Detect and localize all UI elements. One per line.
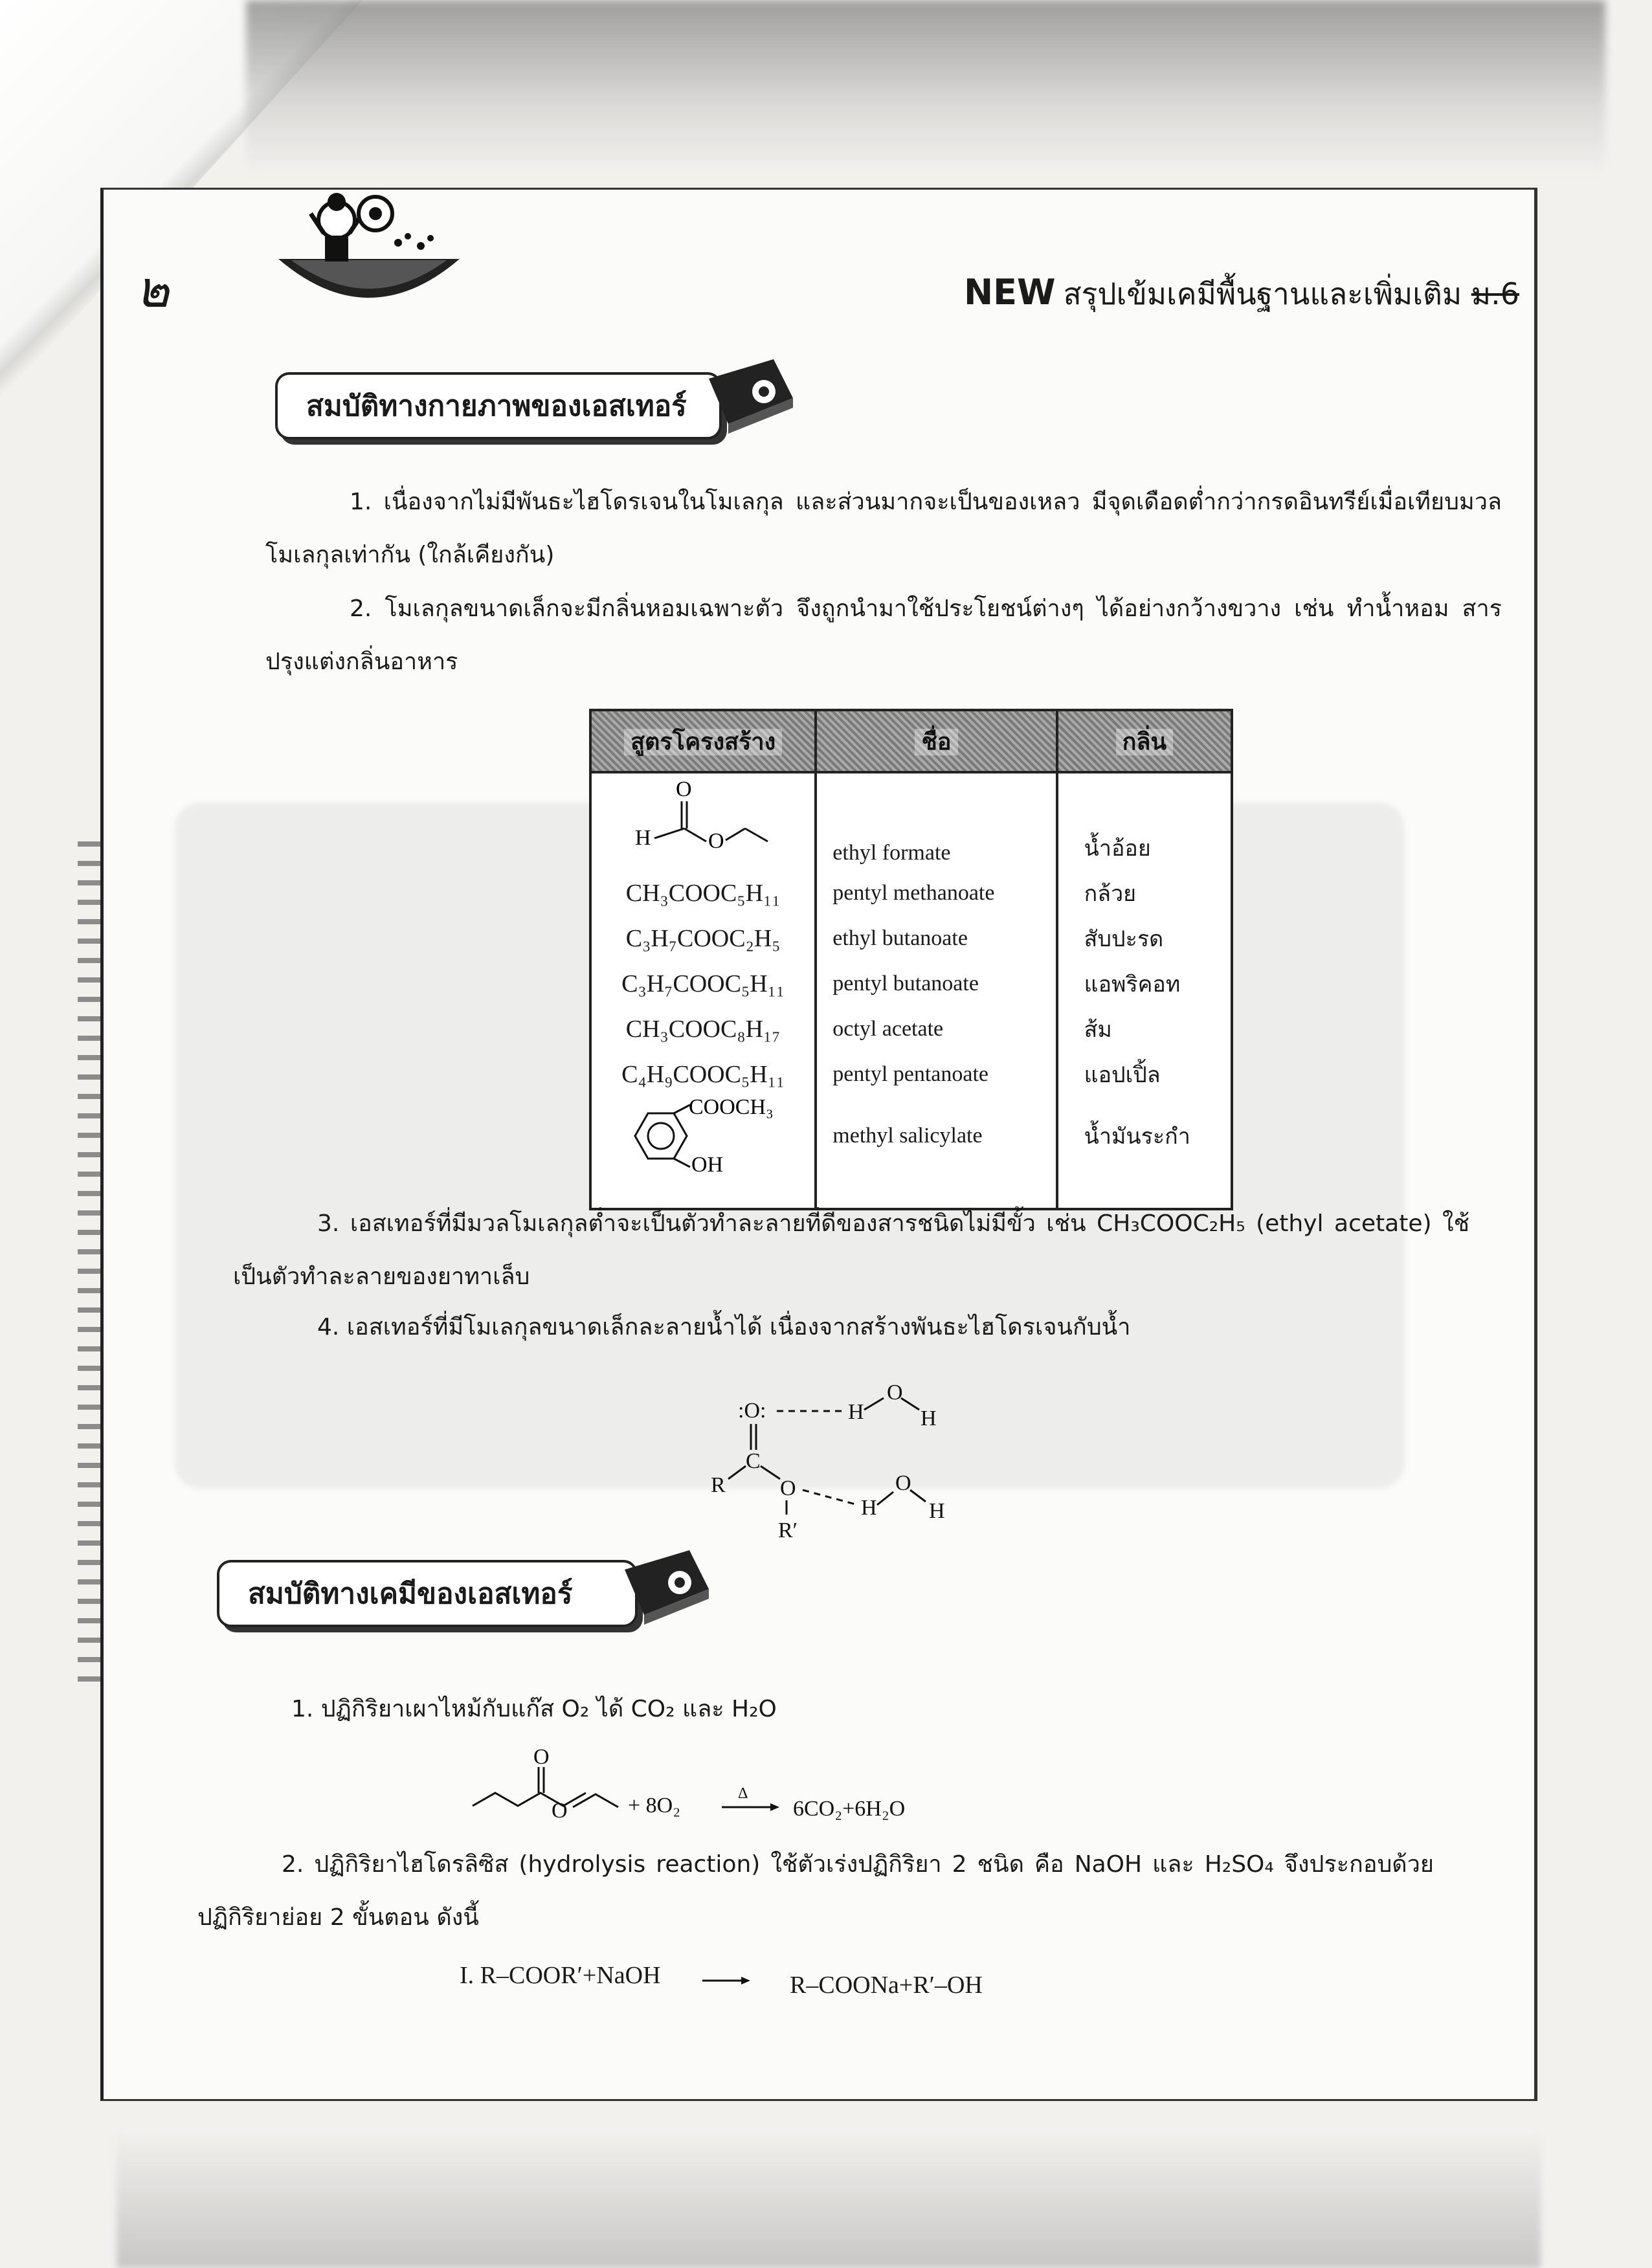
book-icon-2 [618, 1544, 715, 1641]
svg-text:+ 8O₂: + 8O₂ [628, 1794, 681, 1818]
methyl-salicylate-structure [619, 1097, 787, 1175]
chemical-item-2: 2. ปฏิกิริยาไฮโดรลิซิส (hydrolysis reaction) ใช้ตัวเร่งปฏิกิริยา 2 ชนิด คือ NaOH และ H₂SO₄ จึงประกอบด้วยปฏิกิริยาย่อย 2 ขั้นตอน ดังนี้ [197, 1851, 1434, 1931]
header-name: ชื่อ [816, 710, 1056, 772]
header-smell: กลิ่น [1057, 710, 1232, 772]
svg-text:H: H [921, 1406, 937, 1430]
physical-item-3: 3. เอสเทอร์ที่มีมวลโมเลกุลต่ำจะเป็นตัวทำละลายที่ดีของสารชนิดไม่มีขั้ว เช่น CH₃COOC₂H₅ (ethyl acetate) ใช้เป็นตัวทำละลายของยาทาเล็บ [233, 1210, 1469, 1290]
physical-item-1: 1. เนื่องจากไม่มีพันธะไฮโดรเจนในโมเลกุล และส่วนมากจะเป็นของเหลว มีจุดเดือดต่ำกว่ากรดอินทรีย์เมื่อเทียบมวลโมเลกุลเท่ากัน (ใกล้เคียงกัน) [265, 489, 1502, 568]
binding-edge [78, 841, 104, 1683]
formula-ethyl-formate [592, 773, 814, 871]
svg-text:R: R [711, 1473, 726, 1497]
smell-row-6: แอปเปิ้ล [1084, 1062, 1161, 1088]
new-label: NEW [963, 272, 1056, 313]
svg-text:H: H [861, 1496, 877, 1520]
section-heading-physical [275, 372, 722, 439]
section-heading-text-2: สมบัติทางเคมีของเอสเทอร์ [248, 1577, 573, 1610]
smell-row-4: แอพริคอท [1084, 972, 1181, 997]
smell-row-7: น้ำมันระกำ [1084, 1124, 1190, 1150]
smell-column [1057, 772, 1232, 1209]
mascot-illustration [265, 188, 473, 317]
name-row-6: pentyl pentanoate [832, 1062, 989, 1086]
formula-row-2: CH₃COOC₅H₁₁ [625, 880, 781, 907]
hydrolysis-step-1-left: I. R–COOR′+NaOH [460, 1962, 661, 1989]
section-heading-chemical [217, 1560, 638, 1627]
svg-text:O: O [708, 829, 724, 853]
section-heading-text: สมบัติทางกายภาพของเอสเทอร์ [306, 390, 687, 423]
svg-text:O: O [887, 1381, 903, 1405]
svg-text:Δ: Δ [738, 1785, 748, 1802]
combustion-equation [466, 1748, 958, 1845]
book-icon [702, 353, 799, 450]
table-header-row [590, 710, 1232, 772]
chemical-item-1: 1. ปฏิกิริยาเผาไหม้กับแก๊ส O₂ ได้ CO₂ และ H₂O [291, 1696, 777, 1722]
name-row-4: pentyl butanoate [832, 972, 979, 995]
formula-row-4: C₃H₇COOC₅H₁₁ [621, 970, 785, 997]
svg-text:H: H [848, 1400, 864, 1424]
formula-row-5: CH₃COOC₈H₁₇ [625, 1016, 781, 1043]
svg-text:O: O [780, 1476, 796, 1500]
formula-column [590, 772, 816, 1209]
formula-row-3: C₃H₇COOC₂H₅ [625, 925, 781, 952]
name-row-7: methyl salicylate [832, 1124, 983, 1148]
svg-text:O: O [533, 1748, 550, 1769]
hydrolysis-step-1-right: R–COONa+R′–OH [790, 1972, 983, 1999]
svg-text:COOCH₃: COOCH₃ [689, 1097, 774, 1119]
name-row-5: octyl acetate [832, 1017, 944, 1041]
name-row-3: ethyl butanoate [832, 926, 968, 950]
name-row-2: pentyl methanoate [832, 881, 995, 905]
formula-methyl-salicylate [592, 1097, 814, 1175]
svg-text::O:: :O: [738, 1399, 766, 1423]
book-title [964, 271, 1519, 318]
title-text: สรุปเข้มเคมีพื้นฐานและเพิ่มเติม [1063, 276, 1462, 311]
header-structure: สูตรโครงสร้าง [590, 710, 816, 772]
smell-row-3: สับปะรด [1084, 926, 1164, 952]
smell-row-2: กล้วย [1084, 881, 1137, 907]
svg-text:O: O [895, 1471, 911, 1495]
physical-item-2: 2. โมเลกุลขนาดเล็กจะมีกลิ่นหอมเฉพาะตัว จึงถูกนำมาใช้ประโยชน์ต่างๆ ได้อย่างกว้างขวาง เช่น ทำน้ำหอม สารปรุงแต่งกลิ่นอาหาร [265, 595, 1502, 675]
name-row-1: ethyl formate [832, 841, 951, 865]
svg-text:H: H [929, 1499, 945, 1523]
physical-item-4: 4. เอสเทอร์ที่มีโมเลกุลขนาดเล็กละลายน้ำได้ เนื่องจากสร้างพันธะไฮโดรเจนกับน้ำ [317, 1314, 1131, 1340]
scan-shadow-top [246, 0, 1605, 175]
smell-row-5: ส้ม [1084, 1017, 1112, 1043]
name-column [816, 772, 1056, 1209]
formula-row-6: C₄H₉COOC₅H₁₁ [621, 1061, 785, 1088]
grade-text: ม.6 [1471, 276, 1519, 311]
svg-text:C: C [746, 1449, 761, 1473]
page-number: ๒ [136, 261, 170, 319]
reaction-arrow [696, 1971, 754, 1990]
ester-smell-table [589, 709, 1233, 1210]
svg-text:OH: OH [691, 1153, 724, 1175]
svg-text:6CO₂+6H₂O: 6CO₂+6H₂O [793, 1797, 906, 1821]
svg-text:H: H [635, 826, 651, 850]
svg-text:R′: R′ [778, 1518, 798, 1542]
svg-text:O: O [552, 1799, 568, 1823]
scan-shadow-bottom [117, 2129, 1541, 2268]
table-body [590, 772, 1232, 1209]
hydrogen-bond-diagram [699, 1379, 984, 1547]
smell-row-1: น้ำอ้อย [1084, 836, 1151, 862]
svg-text:O: O [676, 777, 692, 801]
ethyl-formate-structure [632, 777, 774, 867]
